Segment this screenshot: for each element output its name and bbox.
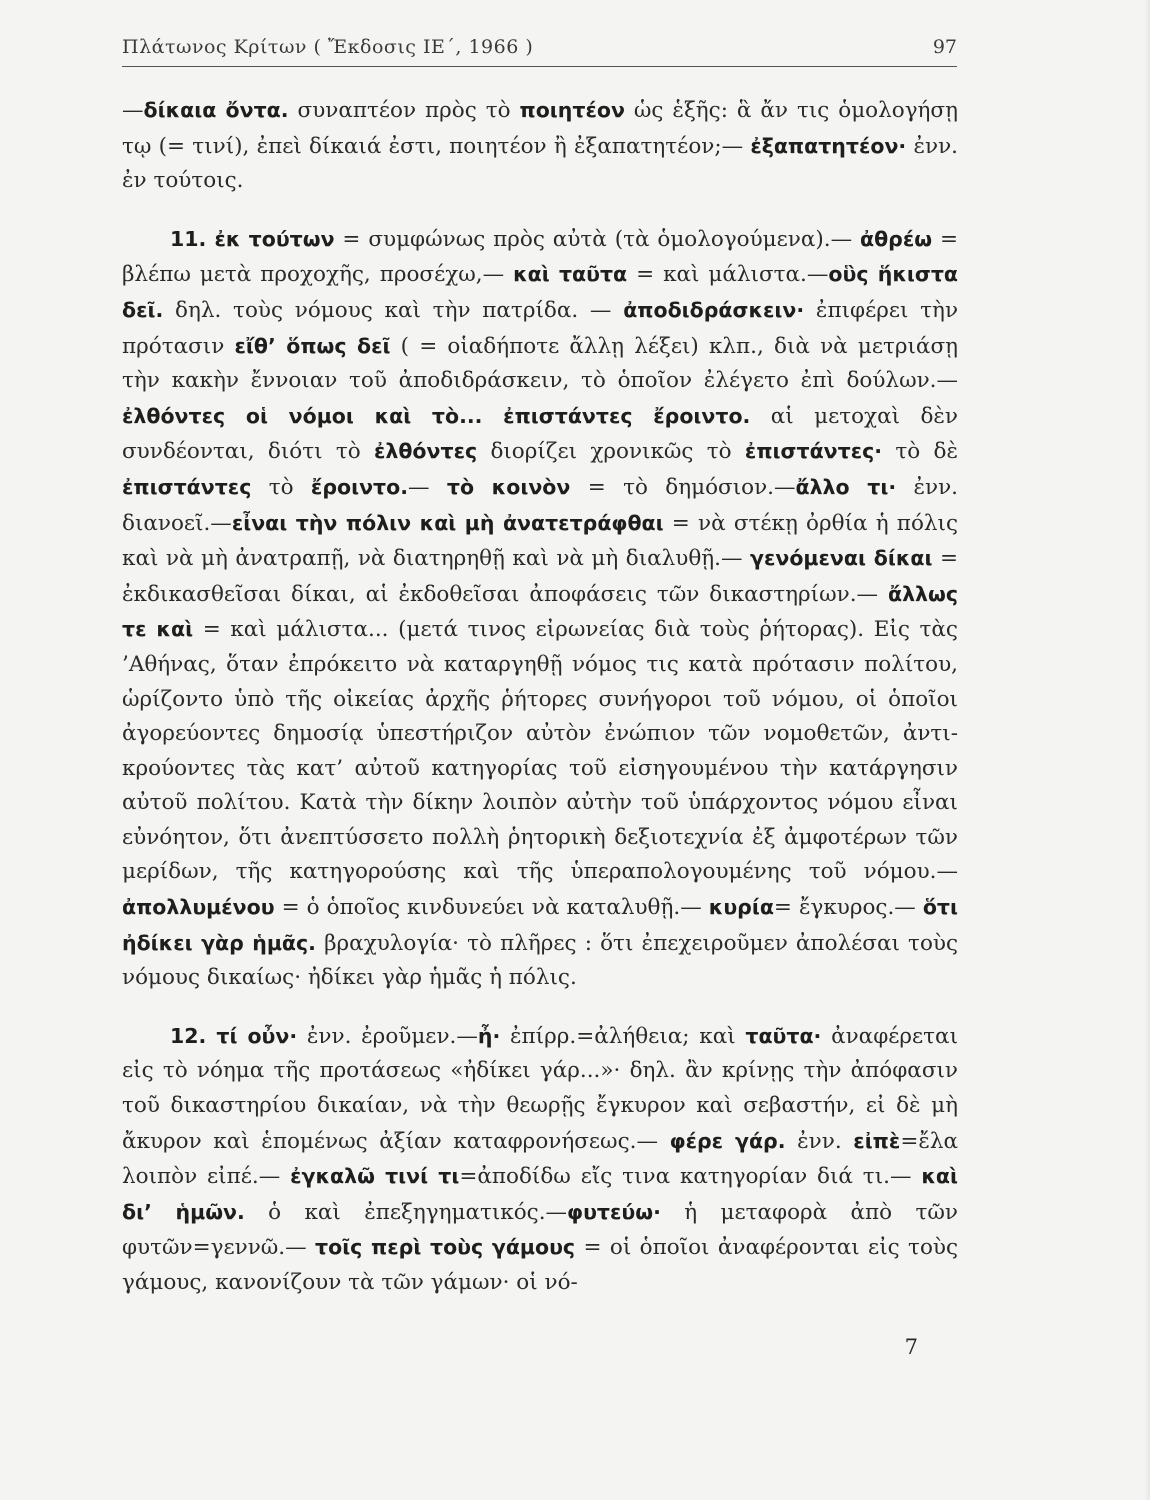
gloss-text: = τὸ δημόσιον.— [570, 474, 796, 500]
lemma-term: οὓς ἥκιστα δεῖ. [122, 262, 958, 322]
commentary-text [122, 93, 958, 1301]
lemma-term: τὸ κοινὸν [446, 474, 571, 499]
lemma-term: φυτεύω· [567, 1199, 661, 1224]
lemma-term: εἶναι τὴν πόλιν καὶ μὴ ἀνατετράφθαι [231, 510, 664, 535]
lemma-term: ἦ· [477, 1023, 501, 1048]
gloss-text: = βλέπω μετὰ προχοχῆς, προσέχω,— [122, 226, 958, 288]
lemma-term: ἐγκαλῶ τινί τι [290, 1164, 460, 1189]
gloss-text: ( = οἱαδήποτε ἄλλῃ λέξει) κλπ., διὰ νὰ μετριάσῃ τὴν κακὴν ἔννοιαν τοῦ ἀποδιδράσκειν, τὸ ὁποῖον ἐλέγετο ἐπὶ δούλων.— [122, 333, 958, 394]
lemma-term: γενόμεναι δίκαι [750, 546, 933, 571]
gloss-text: ἐνν. [785, 1128, 854, 1154]
gloss-text: — [122, 98, 144, 123]
gloss-text: ἐπίρρ.=ἀλήθεια; καὶ [500, 1023, 746, 1049]
gloss-text: ἐνν. ἐροῦμεν.— [297, 1023, 478, 1049]
paragraph-11 [122, 222, 958, 996]
lemma-term: τοῖς περὶ τοὺς γάμους [315, 1235, 576, 1260]
running-title: Πλάτωνος Κρίτων ( Ἔκδοσις ΙΕ΄, 1966 ) [122, 36, 534, 58]
lemma-term: ἐλθόντες οἱ νόμοι καὶ τὸ... ἐπιστάντες ἔροιντο. [122, 403, 751, 428]
gloss-text: ἀναφέρεται εἰς τὸ νόημα τῆς προτάσεως «ἠδίκει γάρ...»· δηλ. ἂν κρίνῃς τὴν ἀπόφασιν τοῦ δικαστηρίου δικαίαν, νὰ τὴν θεωρῇς ἔγκυρον καὶ σεβαστήν, εἰ δὲ μὴ ἄκυρον καὶ ἑπομένως ἀξίαν καταφρονήσεως.— [122, 1023, 959, 1154]
paragraph-intro [122, 93, 958, 199]
gloss-text: = ἐκδικασθεῖσαι δίκαι, αἱ ἐκδοθεῖσαι ἀποφάσεις τῶν δικαστηρίων.— [122, 546, 958, 607]
paragraph-12 [122, 1019, 958, 1301]
gloss-text: = καὶ μάλιστα... (μετά τινος εἰρωνείας διὰ τοὺς ῥήτορας). Εἰς τὰς ’Αθήνας, ὅταν ἐπρόκειτο νὰ καταργηθῇ νόμος τις κατὰ πρότασιν πολίτου, ὡρίζοντο ὑπὸ τῆς οἰκείας ἀρχῆς ῥήτορες συνήγοροι τοῦ νόμου, οἱ ὁποῖοι ἀγορεύοντες δημοσίᾳ ὑπεστήριζον αὐτὸν ἐνώπιον τῶν νομοθετῶν, ἀντικρούοντες τὰς κατ’ αὐτοῦ κατηγορίας τοῦ εἰσηγουμένου τὴν κατάργησιν αὐτοῦ πολίτου. Κατὰ τὴν δίκην λοιπὸν αὐτὴν τοῦ ὑπάρχοντος νόμου εἶναι εὐνόητον, ὅτι ἀνεπτύσσετο πολλὴ ῥητορικὴ δεξιοτεχνία ἐξ ἀμφοτέρων τῶν μερίδων, τῆς κατηγορούσης καὶ τῆς ὑπεραπολογουμένης τοῦ νόμου.— [122, 617, 958, 885]
gloss-text: ὁ καὶ ἐπεξηγηματικός.— [244, 1199, 568, 1225]
lemma-term: ἐπιστάντες· [744, 439, 883, 464]
gloss-text: =ἀποδίδω εἴς τινα κατηγορίαν διά τι.— [459, 1164, 922, 1190]
gloss-text: διορίζει χρονικῶς τὸ [477, 439, 745, 465]
lemma-term: καὶ ταῦτα [513, 262, 628, 287]
gloss-text: ἡ μεταφορὰ ἀπὸ τῶν φυτῶν=γεννῶ.— [122, 1199, 958, 1261]
lemma-term: ἔροιντο. [310, 474, 408, 499]
gloss-text: ἐπιφέρει τὴν πρότασιν [122, 297, 959, 359]
lemma-term: ἐξαπατητέον· [750, 133, 907, 158]
lemma-term: ταῦτα· [745, 1023, 822, 1048]
lemma-term: ἀποδιδράσκειν· [623, 297, 805, 322]
lemma-term: κυρία [708, 895, 774, 920]
gloss-text: ἐνν. διανοεῖ.— [122, 474, 958, 536]
lemma-term: ὅτι ἠδίκει γὰρ ἡμᾶς. [122, 895, 958, 955]
lemma-term: ἀπολλυμένου [122, 895, 275, 920]
lemma-term: φέρε γάρ. [669, 1128, 786, 1153]
lemma-term: 12. τί οὖν· [170, 1023, 298, 1048]
gloss-text: βραχυλογία· τὸ πλῆρες : ὅτι ἐπεχειροῦμεν ἀπολέσαι τοὺς νόμους δικαίως· ἠδίκει γὰρ ἡμᾶς ἡ πόλις. [122, 930, 958, 991]
gloss-text: = καὶ μάλιστα.— [627, 262, 829, 288]
lemma-term: ἐλθόντες [373, 439, 478, 464]
gloss-text: ὡς ἑξῆς: ἃ ἄν τις ὁμολογήσῃ τῳ (= τινί), ἐπεὶ δίκαιά ἐστι, ποιητέον ἢ ἐξαπατητέον;— [122, 98, 958, 159]
scan-shadow [1144, 0, 1150, 1500]
gloss-text: αἱ μετοχαὶ δὲν συνδέονται, διότι τὸ [122, 403, 958, 465]
gloss-text: = ἔγκυρος.— [773, 895, 923, 921]
signature-mark: 7 [904, 1335, 918, 1359]
gloss-text: συναπτέον πρὸς τὸ [288, 98, 520, 123]
lemma-term: δίκαια ὄντα. [143, 98, 289, 122]
lemma-term: 11. ἐκ τούτων [170, 226, 335, 251]
gloss-text: =ἔλα λοιπὸν εἰπέ.— [122, 1128, 959, 1190]
lemma-term: ποιητέον [519, 98, 625, 122]
running-header [122, 30, 957, 64]
lemma-term: ἐπιστάντες [122, 474, 252, 499]
gloss-text: τὸ δὲ [882, 439, 958, 465]
gloss-text: ἐνν. ἐν τούτοις. [122, 133, 958, 194]
gloss-text: δηλ. τοὺς νόμους καὶ τὴν πατρίδα. — [163, 297, 624, 323]
lemma-term: εἴθ’ ὅπως δεῖ [234, 333, 391, 358]
gloss-text: = οἱ ὁποῖοι ἀναφέρονται εἰς τοὺς γάμους, κανονίζουν τὰ τῶν γάμων· οἱ νό- [122, 1235, 959, 1295]
lemma-term: καὶ δι’ ἡμῶν. [122, 1164, 958, 1224]
header-rule [122, 66, 957, 67]
lemma-term: εἰπὲ [853, 1128, 901, 1153]
lemma-term: ἄλλο τι· [795, 474, 897, 499]
gloss-text: — [408, 474, 447, 500]
lemma-term: ἄλλως τε καὶ [122, 581, 958, 642]
lemma-term: ἀθρέω [860, 226, 933, 251]
page-number: 97 [932, 36, 957, 58]
gloss-text: = νὰ στέκῃ ὀρθία ἡ πόλις καὶ νὰ μὴ ἀνατραπῇ, νὰ διατηρηθῇ καὶ νὰ μὴ διαλυθῇ.— [122, 510, 958, 572]
gloss-text: = ὁ ὁποῖος κινδυνεύει νὰ καταλυθῇ.— [274, 895, 709, 921]
gloss-text: τὸ [251, 474, 311, 500]
gloss-text: = συμφώνως πρὸς αὐτὰ (τὰ ὁμολογούμενα).— [334, 226, 860, 252]
